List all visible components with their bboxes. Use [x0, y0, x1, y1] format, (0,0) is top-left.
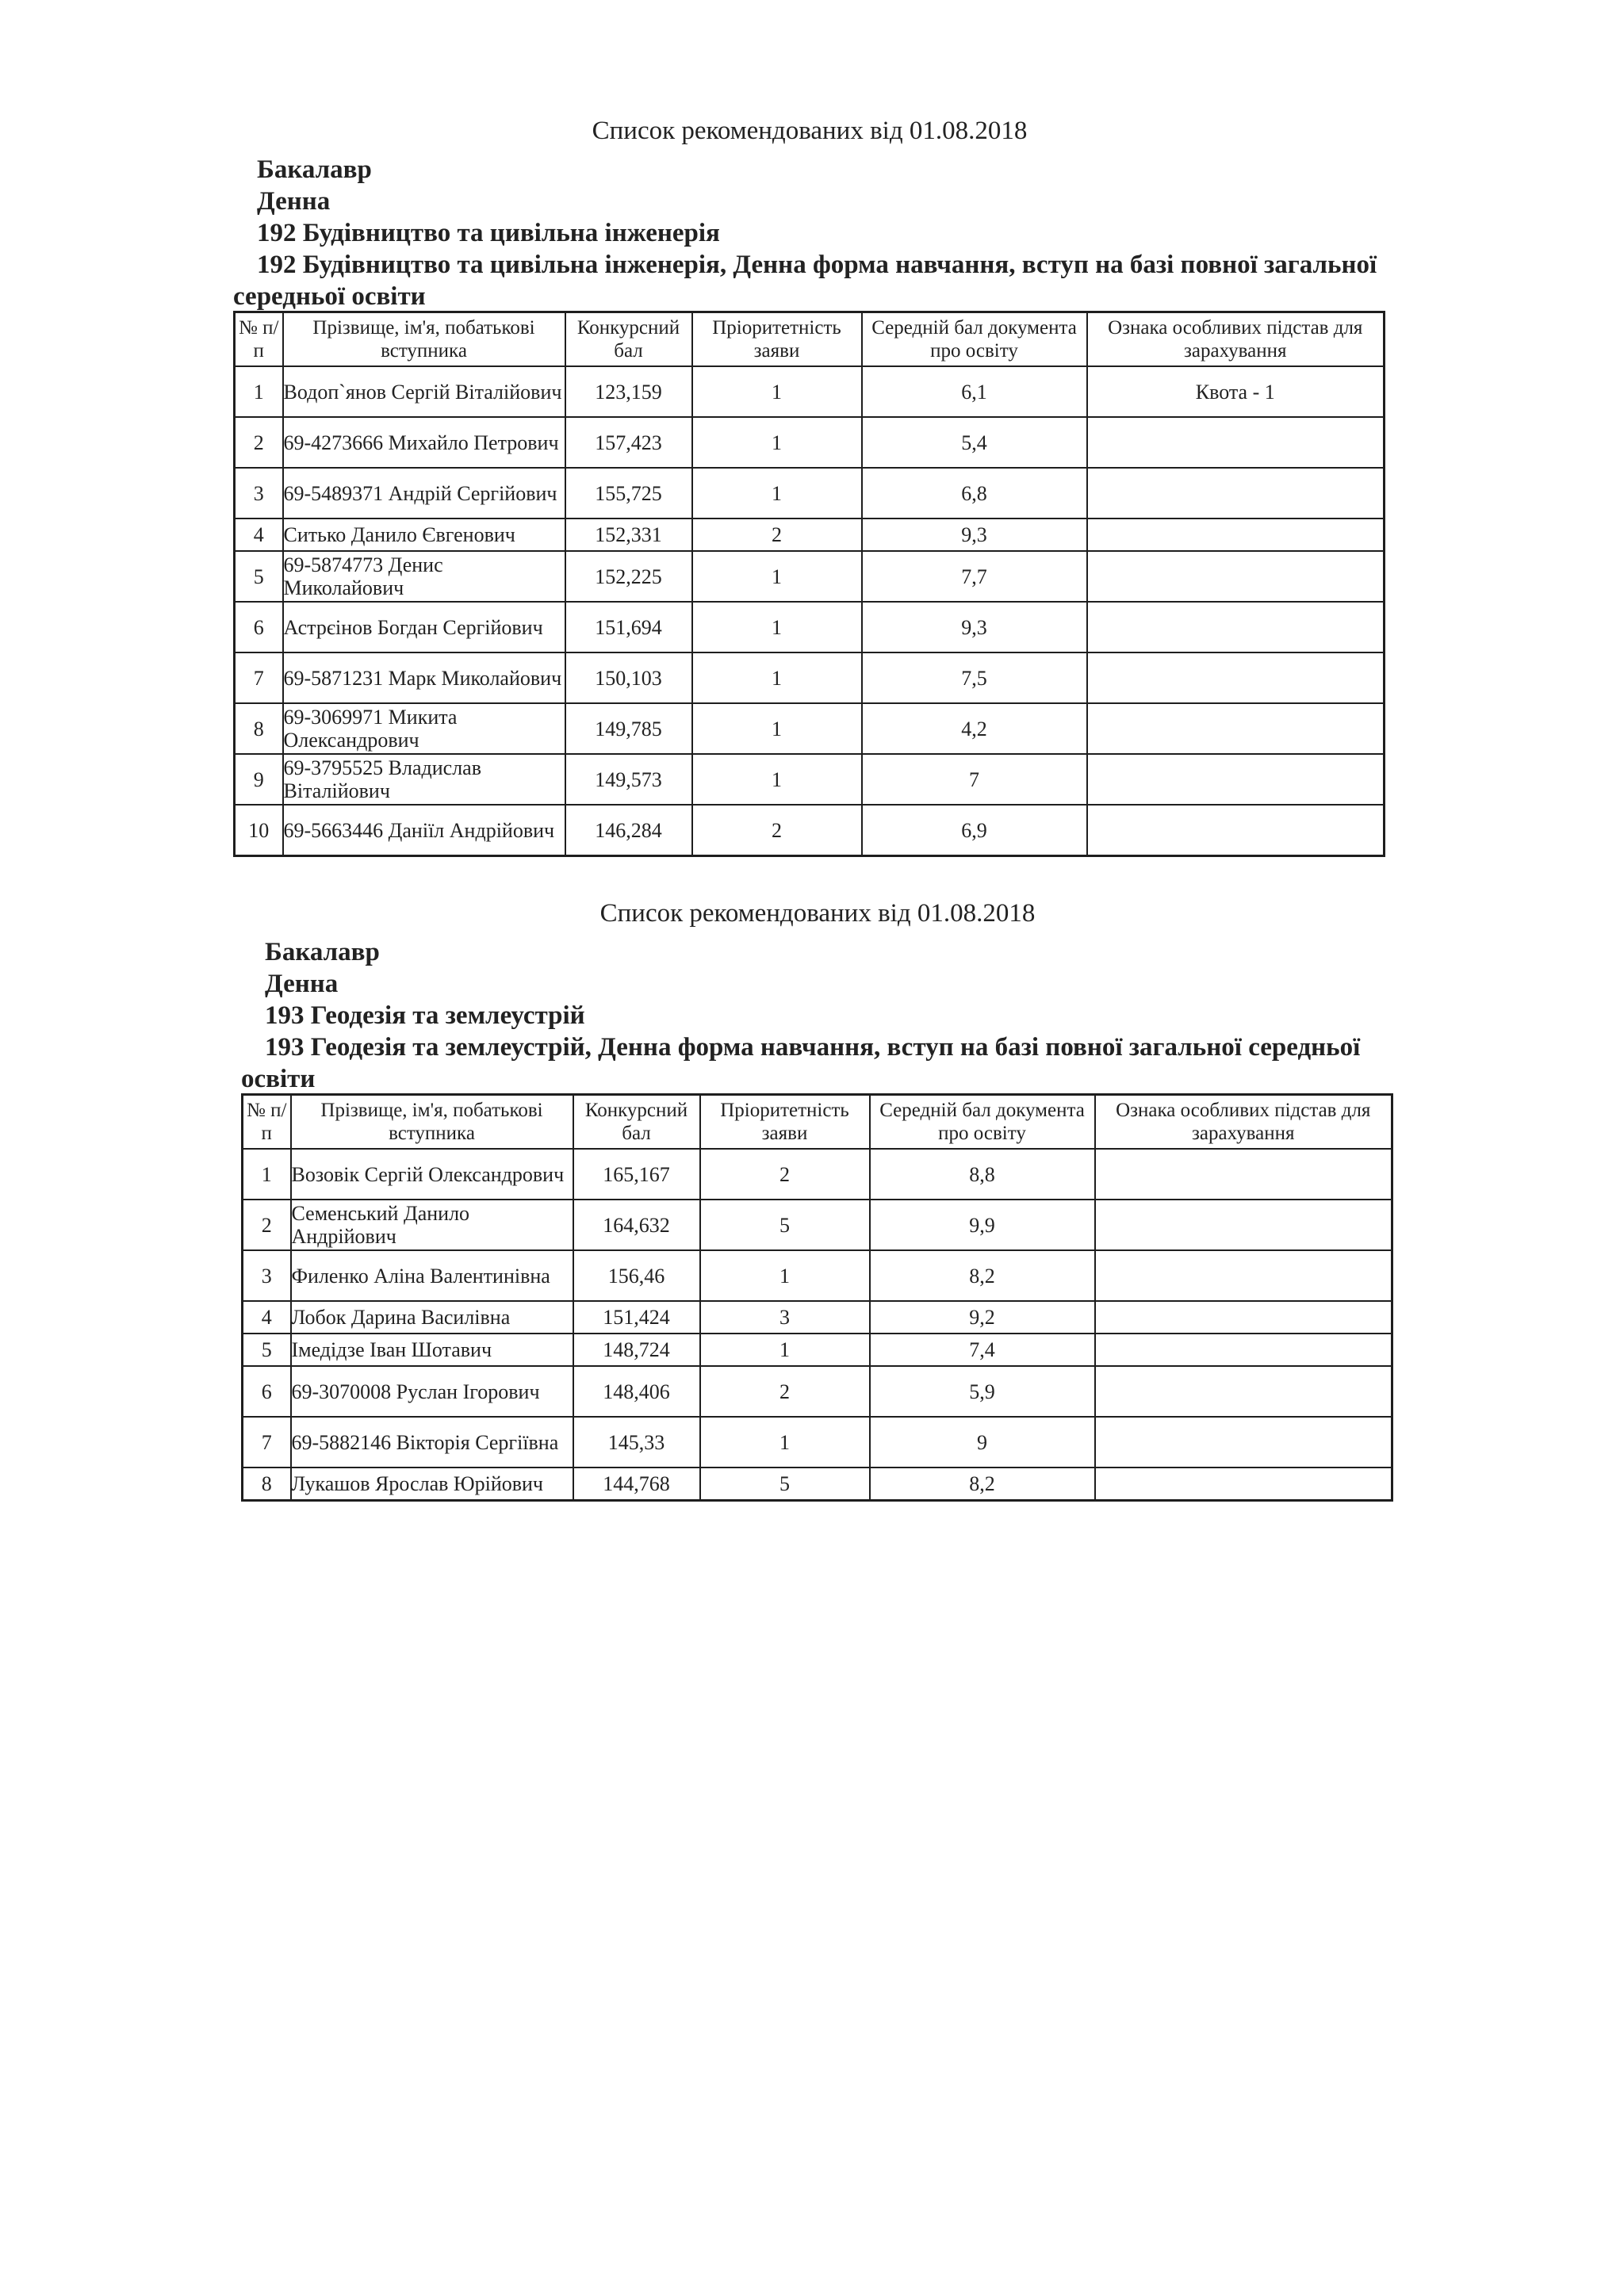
row-number-cell: 7: [235, 652, 283, 703]
competitive-score-cell: 146,284: [565, 805, 692, 856]
row-number-cell: 3: [235, 468, 283, 519]
table-row: [235, 468, 1385, 519]
priority-cell: 5: [700, 1200, 870, 1250]
special-grounds-cell: [1095, 1334, 1392, 1366]
row-number-cell: 4: [243, 1301, 291, 1334]
applicant-name-cell: Водоп`янов Сергій Віталійович: [283, 366, 565, 417]
special-grounds-cell: [1087, 417, 1385, 468]
competitive-score-cell: 123,159: [565, 366, 692, 417]
average-grade-cell: 7,7: [862, 551, 1087, 602]
recommended-list-193: [241, 897, 1394, 1502]
table-row: [235, 805, 1385, 856]
table-body: [243, 1149, 1392, 1501]
program-label: 192 Будівництво та цивільна інженерія, Денна форма навчання, вступ на базі повної загальної середньої освіти: [233, 251, 1377, 311]
column-header-score: Конкурсний бал: [565, 312, 692, 367]
table-row: [243, 1301, 1392, 1334]
applicant-name-cell: Лобок Дарина Василівна: [291, 1301, 573, 1334]
row-number-cell: 10: [235, 805, 283, 856]
priority-cell: 2: [692, 805, 862, 856]
priority-cell: 2: [700, 1149, 870, 1200]
table-row: [235, 703, 1385, 754]
special-grounds-cell: [1087, 602, 1385, 652]
special-grounds-cell: [1095, 1200, 1392, 1250]
column-header-priority: Пріоритетність заяви: [692, 312, 862, 367]
program-label: 193 Геодезія та землеустрій, Денна форма навчання, вступ на базі повної загальної середньої освіти: [241, 1033, 1361, 1093]
table-row: [235, 602, 1385, 652]
average-grade-cell: 4,2: [862, 703, 1087, 754]
applicant-name-cell: 69-3795525 Владислав Віталійович: [283, 754, 565, 805]
table-row: [235, 754, 1385, 805]
applicant-name-cell: Імедідзе Іван Шотавич: [291, 1334, 573, 1366]
applicant-name-cell: 69-3070008 Руслан Ігорович: [291, 1366, 573, 1417]
special-grounds-cell: [1087, 703, 1385, 754]
table-row: [235, 366, 1385, 417]
row-number-cell: 3: [243, 1250, 291, 1301]
applicants-table: [233, 311, 1385, 857]
column-header-number: № п/п: [235, 312, 283, 367]
priority-cell: 1: [700, 1417, 870, 1468]
competitive-score-cell: 144,768: [573, 1468, 700, 1501]
special-grounds-cell: [1087, 468, 1385, 519]
row-number-cell: 8: [235, 703, 283, 754]
special-grounds-cell: [1087, 805, 1385, 856]
competitive-score-cell: 151,694: [565, 602, 692, 652]
row-number-cell: 1: [235, 366, 283, 417]
special-grounds-cell: Квота - 1: [1087, 366, 1385, 417]
row-number-cell: 9: [235, 754, 283, 805]
column-header-special-grounds: Ознака особливих підстав для зарахування: [1095, 1095, 1392, 1150]
applicant-name-cell: 69-3069971 Микита Олександрович: [283, 703, 565, 754]
average-grade-cell: 9: [870, 1417, 1095, 1468]
priority-cell: 3: [700, 1301, 870, 1334]
column-header-score: Конкурсний бал: [573, 1095, 700, 1150]
priority-cell: 1: [692, 551, 862, 602]
row-number-cell: 7: [243, 1417, 291, 1468]
specialty-label: 192 Будівництво та цивільна інженерія: [257, 219, 720, 247]
recommended-list-192: [233, 115, 1386, 857]
competitive-score-cell: 148,406: [573, 1366, 700, 1417]
applicant-name-cell: 69-5874773 Денис Миколайович: [283, 551, 565, 602]
study-form-label: Денна: [265, 970, 339, 998]
average-grade-cell: 8,2: [870, 1468, 1095, 1501]
row-number-cell: 4: [235, 519, 283, 551]
applicant-name-cell: 69-5871231 Марк Миколайович: [283, 652, 565, 703]
priority-cell: 1: [692, 417, 862, 468]
average-grade-cell: 6,9: [862, 805, 1087, 856]
average-grade-cell: 6,1: [862, 366, 1087, 417]
competitive-score-cell: 149,573: [565, 754, 692, 805]
average-grade-cell: 5,9: [870, 1366, 1095, 1417]
degree-label: Бакалавр: [265, 938, 380, 966]
table-row: [243, 1417, 1392, 1468]
competitive-score-cell: 148,724: [573, 1334, 700, 1366]
special-grounds-cell: [1095, 1417, 1392, 1468]
table-row: [243, 1468, 1392, 1501]
priority-cell: 2: [692, 519, 862, 551]
row-number-cell: 6: [235, 602, 283, 652]
applicant-name-cell: 69-5663446 Даніїл Андрійович: [283, 805, 565, 856]
average-grade-cell: 9,3: [862, 602, 1087, 652]
special-grounds-cell: [1095, 1250, 1392, 1301]
applicant-name-cell: Возовік Сергій Олександрович: [291, 1149, 573, 1200]
average-grade-cell: 5,4: [862, 417, 1087, 468]
priority-cell: 1: [692, 468, 862, 519]
special-grounds-cell: [1095, 1301, 1392, 1334]
table-row: [235, 652, 1385, 703]
column-header-name: Прізвище, ім'я, побатькові вступника: [283, 312, 565, 367]
average-grade-cell: 6,8: [862, 468, 1087, 519]
average-grade-cell: 7: [862, 754, 1087, 805]
competitive-score-cell: 156,46: [573, 1250, 700, 1301]
table-row: [235, 519, 1385, 551]
priority-cell: 1: [692, 754, 862, 805]
row-number-cell: 6: [243, 1366, 291, 1417]
competitive-score-cell: 152,331: [565, 519, 692, 551]
competitive-score-cell: 149,785: [565, 703, 692, 754]
priority-cell: 1: [692, 602, 862, 652]
competitive-score-cell: 145,33: [573, 1417, 700, 1468]
row-number-cell: 2: [235, 417, 283, 468]
applicant-name-cell: 69-5489371 Андрій Сергійович: [283, 468, 565, 519]
average-grade-cell: 9,2: [870, 1301, 1095, 1334]
competitive-score-cell: 155,725: [565, 468, 692, 519]
table-body: [235, 366, 1385, 856]
average-grade-cell: 8,8: [870, 1149, 1095, 1200]
column-header-priority: Пріоритетність заяви: [700, 1095, 870, 1150]
table-row: [243, 1149, 1392, 1200]
study-form-label: Денна: [257, 187, 331, 216]
list-title: Список рекомендованих від 01.08.2018: [592, 117, 1028, 145]
priority-cell: 5: [700, 1468, 870, 1501]
row-number-cell: 1: [243, 1149, 291, 1200]
applicant-name-cell: Лукашов Ярослав Юрійович: [291, 1468, 573, 1501]
competitive-score-cell: 165,167: [573, 1149, 700, 1200]
applicant-name-cell: Астрєінов Богдан Сергійович: [283, 602, 565, 652]
average-grade-cell: 9,9: [870, 1200, 1095, 1250]
applicant-name-cell: Семенський Данило Андрійович: [291, 1200, 573, 1250]
table-header-row: [243, 1095, 1392, 1150]
applicants-table: [241, 1093, 1393, 1502]
applicant-name-cell: 69-5882146 Вікторія Сергіївна: [291, 1417, 573, 1468]
row-number-cell: 5: [235, 551, 283, 602]
special-grounds-cell: [1087, 519, 1385, 551]
average-grade-cell: 7,4: [870, 1334, 1095, 1366]
special-grounds-cell: [1095, 1149, 1392, 1200]
priority-cell: 1: [700, 1334, 870, 1366]
applicant-name-cell: Ситько Данило Євгенович: [283, 519, 565, 551]
priority-cell: 1: [692, 366, 862, 417]
row-number-cell: 5: [243, 1334, 291, 1366]
column-header-name: Прізвище, ім'я, побатькові вступника: [291, 1095, 573, 1150]
table-row: [235, 551, 1385, 602]
list-title: Список рекомендованих від 01.08.2018: [599, 899, 1036, 928]
column-header-special-grounds: Ознака особливих підстав для зарахування: [1087, 312, 1385, 367]
specialty-label: 193 Геодезія та землеустрій: [265, 1001, 585, 1030]
row-number-cell: 8: [243, 1468, 291, 1501]
applicant-name-cell: 69-4273666 Михайло Петрович: [283, 417, 565, 468]
competitive-score-cell: 151,424: [573, 1301, 700, 1334]
priority-cell: 2: [700, 1366, 870, 1417]
average-grade-cell: 7,5: [862, 652, 1087, 703]
competitive-score-cell: 164,632: [573, 1200, 700, 1250]
table-row: [243, 1250, 1392, 1301]
table-header-row: [235, 312, 1385, 367]
average-grade-cell: 9,3: [862, 519, 1087, 551]
special-grounds-cell: [1095, 1468, 1392, 1501]
table-row: [243, 1200, 1392, 1250]
table-row: [243, 1366, 1392, 1417]
table-row: [235, 417, 1385, 468]
competitive-score-cell: 152,225: [565, 551, 692, 602]
applicant-name-cell: Филенко Аліна Валентинівна: [291, 1250, 573, 1301]
degree-label: Бакалавр: [257, 155, 372, 184]
special-grounds-cell: [1095, 1366, 1392, 1417]
special-grounds-cell: [1087, 551, 1385, 602]
row-number-cell: 2: [243, 1200, 291, 1250]
priority-cell: 1: [692, 652, 862, 703]
column-header-average: Середній бал документа про освіту: [870, 1095, 1095, 1150]
special-grounds-cell: [1087, 652, 1385, 703]
priority-cell: 1: [692, 703, 862, 754]
column-header-number: № п/п: [243, 1095, 291, 1150]
table-row: [243, 1334, 1392, 1366]
competitive-score-cell: 150,103: [565, 652, 692, 703]
priority-cell: 1: [700, 1250, 870, 1301]
column-header-average: Середній бал документа про освіту: [862, 312, 1087, 367]
special-grounds-cell: [1087, 754, 1385, 805]
average-grade-cell: 8,2: [870, 1250, 1095, 1301]
competitive-score-cell: 157,423: [565, 417, 692, 468]
